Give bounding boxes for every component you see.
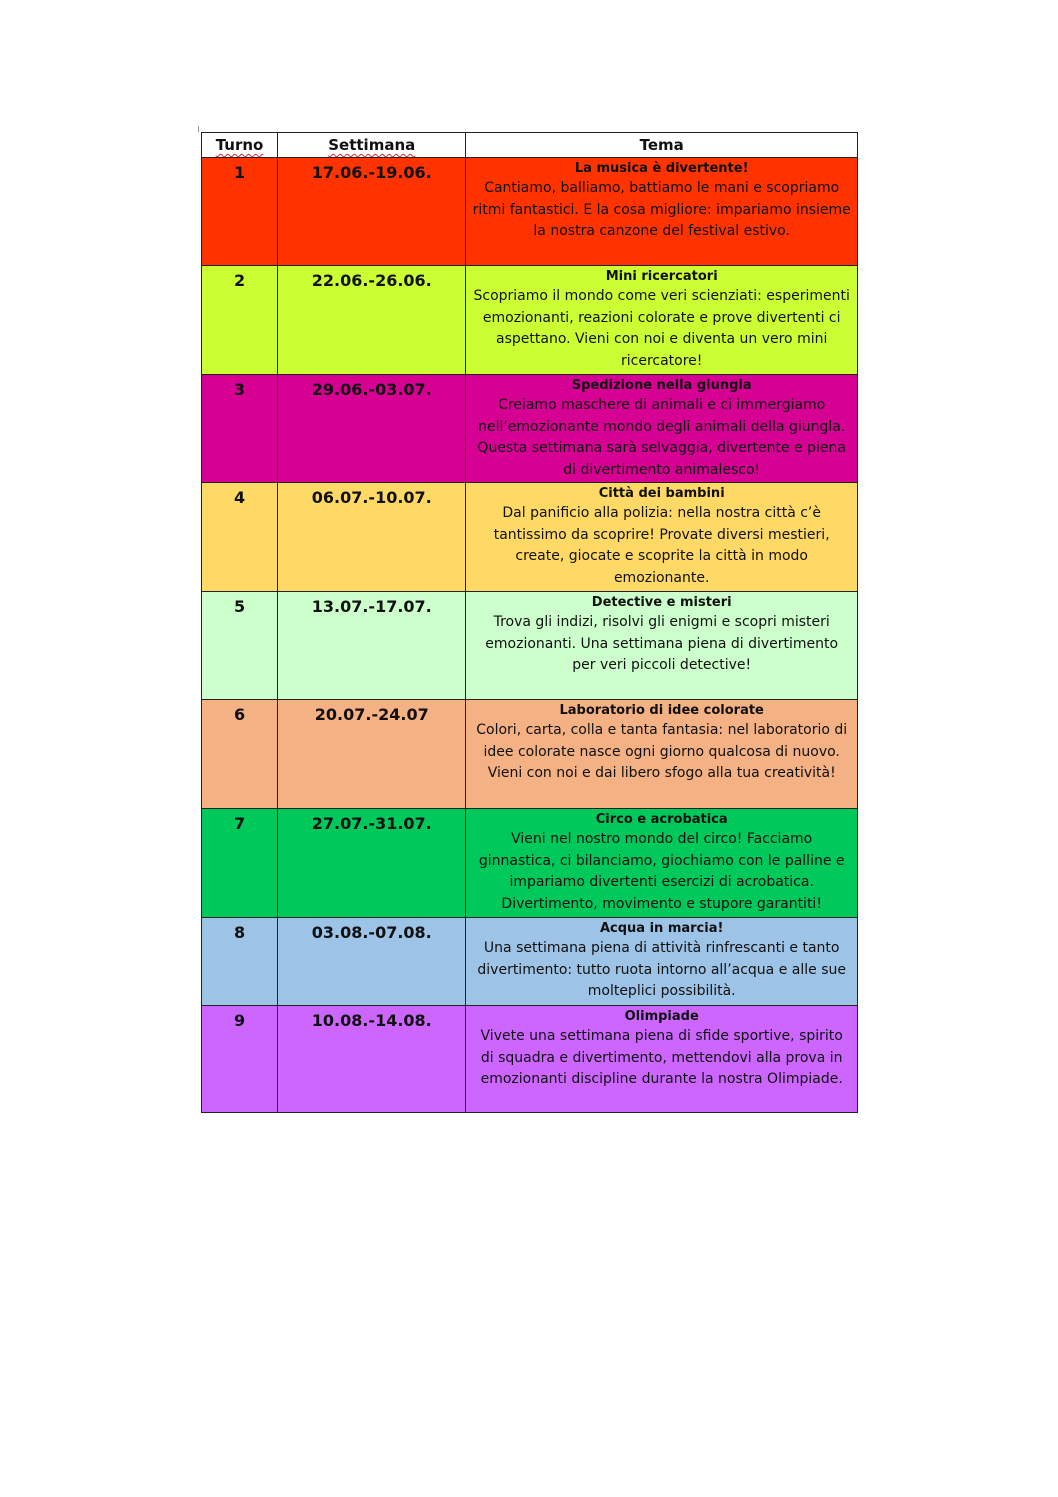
table-row: [202, 700, 858, 809]
row-settimana: 03.08.-07.08.: [278, 918, 466, 1006]
row-settimana: 20.07.-24.07: [278, 700, 466, 809]
row-description: Colori, carta, colla e tanta fantasia: nel laboratorio di idee colorate nasce ogni giorno qualcosa di nuovo. Vieni con noi e dai libero sfogo alla tua creatività!: [476, 722, 848, 782]
row-settimana: 10.08.-14.08.: [278, 1006, 466, 1113]
header-settimana: Settimana: [278, 133, 466, 158]
row-tema: [466, 592, 858, 700]
row-settimana: 13.07.-17.07.: [278, 592, 466, 700]
table-header-row: [202, 133, 858, 158]
row-tema: [466, 266, 858, 375]
row-title: Circo e acrobatica: [595, 812, 728, 827]
row-tema: [466, 809, 858, 918]
row-tema: [466, 375, 858, 483]
table-row: [202, 158, 858, 266]
row-description: Vivete una settimana piena di sfide sportive, spirito di squadra e divertimento, mettendovi alla prova in emozionanti discipline durante la nostra Olimpiade.: [480, 1028, 843, 1088]
table-row: [202, 483, 858, 592]
row-title: Mini ricercatori: [605, 269, 718, 284]
row-description: Una settimana piena di attività rinfrescanti e tanto divertimento: tutto ruota intorno all’acqua e alle sue molteplici possibilità.: [477, 940, 846, 1000]
row-title: La musica è divertente!: [574, 161, 749, 176]
row-tema: [466, 158, 858, 266]
row-title: Spedizione nella giungla: [571, 378, 752, 393]
row-turno: 7: [202, 809, 278, 918]
row-turno: 8: [202, 918, 278, 1006]
row-description: Trova gli indizi, risolvi gli enigmi e scopri misteri emozionanti. Una settimana piena di divertimento per veri piccoli detective!: [485, 614, 839, 674]
row-turno: 3: [202, 375, 278, 483]
row-title: Detective e misteri: [591, 595, 732, 610]
row-title: Laboratorio di idee colorate: [559, 703, 764, 718]
row-description: Dal panificio alla polizia: nella nostra città c’è tantissimo da scoprire! Provate diversi mestieri, create, giocate e scoprite la città in modo emozionante.: [493, 505, 830, 586]
table-row: [202, 266, 858, 375]
header-turno: Turno: [202, 133, 278, 158]
row-turno: 6: [202, 700, 278, 809]
schedule-table: [201, 132, 858, 1113]
row-tema: [466, 700, 858, 809]
row-tema: [466, 918, 858, 1006]
row-title: Olimpiade: [624, 1009, 699, 1024]
row-description: Scopriamo il mondo come veri scienziati: esperimenti emozionanti, reazioni colorate e prove divertenti ci aspettano. Vieni con noi e diventa un vero mini ricercatore!: [473, 288, 850, 369]
row-description: Cantiamo, balliamo, battiamo le mani e scopriamo ritmi fantastici. E la cosa migliore: impariamo insieme la nostra canzone del festival estivo.: [472, 180, 851, 240]
table-row: [202, 809, 858, 918]
header-tema: Tema: [466, 133, 858, 158]
row-settimana: 06.07.-10.07.: [278, 483, 466, 592]
row-settimana: 22.06.-26.06.: [278, 266, 466, 375]
row-tema: [466, 483, 858, 592]
row-description: Vieni nel nostro mondo del circo! Facciamo ginnastica, ci bilanciamo, giochiamo con le palline e impariamo divertenti esercizi di acrobatica. Divertimento, movimento e stupore garantiti!: [478, 831, 845, 912]
row-title: Città dei bambini: [598, 486, 725, 501]
table-row: [202, 1006, 858, 1113]
row-tema: [466, 1006, 858, 1113]
row-settimana: 27.07.-31.07.: [278, 809, 466, 918]
row-turno: 9: [202, 1006, 278, 1113]
row-turno: 4: [202, 483, 278, 592]
row-title: Acqua in marcia!: [599, 921, 724, 936]
table-row: [202, 918, 858, 1006]
row-settimana: 17.06.-19.06.: [278, 158, 466, 266]
row-turno: 5: [202, 592, 278, 700]
row-turno: 2: [202, 266, 278, 375]
row-description: Creiamo maschere di animali e ci immergiamo nell’emozionante mondo degli animali della giungla. Questa settimana sarà selvaggia, divertente e piena di divertimento animalesco!: [477, 397, 846, 478]
table-row: [202, 592, 858, 700]
table-row: [202, 375, 858, 483]
row-settimana: 29.06.-03.07.: [278, 375, 466, 483]
row-turno: 1: [202, 158, 278, 266]
